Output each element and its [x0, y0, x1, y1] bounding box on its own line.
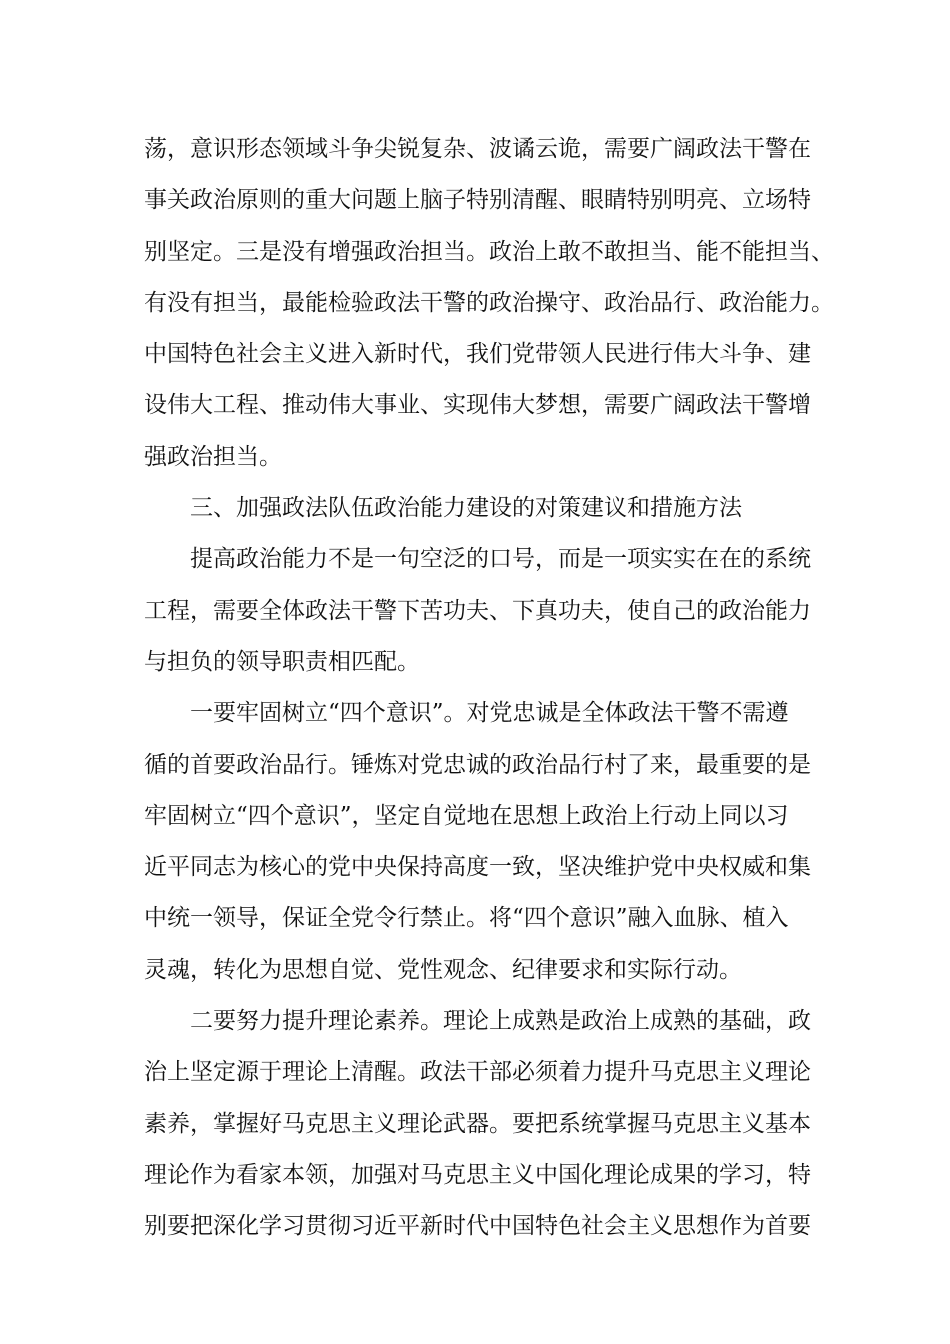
paragraph-continuation	[144, 124, 844, 483]
paragraph	[144, 534, 844, 688]
text-line: 设伟大工程、推动伟大事业、实现伟大梦想，需要广阔政法干警增	[144, 392, 811, 419]
text-line: 与担负的领导职责相匹配。	[144, 648, 420, 675]
text-line: 灵魂，转化为思想自觉、党性观念、纪律要求和实际行动。	[144, 956, 742, 983]
section-heading-text: 三、加强政法队伍政治能力建设的对策建议和措施方法	[190, 495, 742, 522]
text-line: 理论作为看家本领，加强对马克思主义中国化理论成果的学习，特	[144, 1161, 811, 1188]
paragraph	[144, 996, 844, 1252]
text-line: 近平同志为核心的党中央保持高度一致，坚决维护党中央权威和集	[144, 854, 811, 881]
text-line: 荡，意识形态领域斗争尖锐复杂、波谲云诡，需要广阔政法干警在	[144, 136, 811, 162]
text-line: 治上坚定源于理论上清醒。政法干部必须着力提升马克思主义理论	[144, 1059, 811, 1086]
text-line: 工程，需要全体政法干警下苦功夫、下真功夫，使自己的政治能力	[144, 597, 811, 624]
text-line: 中统一领导，保证全党令行禁止。将“四个意识”融入血脉、植入	[144, 905, 789, 932]
text-line: 强政治担当。	[144, 443, 282, 470]
text-line: 有没有担当，最能检验政法干警的政治操守、政治品行、政治能力。	[144, 289, 834, 316]
text-line: 循的首要政治品行。锤炼对党忠诚的政治品行村了来，最重要的是	[144, 751, 811, 778]
text-line: 中国特色社会主义进入新时代，我们党带领人民进行伟大斗争、建	[144, 341, 811, 368]
text-line: 一要牢固树立“四个意识”。对党忠诚是全体政法干警不需遵	[190, 700, 789, 727]
text-line: 别坚定。三是没有增强政治担当。政治上敢不敢担当、能不能担当、	[144, 238, 834, 265]
text-line: 事关政治原则的重大问题上脑子特别清醒、眼睛特别明亮、立场特	[144, 187, 811, 214]
text-line: 素养，掌握好马克思主义理论武器。要把系统掌握马克思主义基本	[144, 1110, 811, 1137]
text-line: 牢固树立“四个意识”，坚定自觉地在思想上政治上行动上同以习	[144, 802, 789, 829]
text-line: 提高政治能力不是一句空泛的口号，而是一项实实在在的系统	[190, 546, 811, 573]
text-line: 二要努力提升理论素养。理论上成熟是政治上成熟的基础，政	[190, 1008, 811, 1035]
paragraph	[144, 688, 844, 996]
document-body	[144, 124, 844, 1253]
section-heading	[144, 483, 844, 534]
text-line: 别要把深化学习贯彻习近平新时代中国特色社会主义思想作为首要	[144, 1213, 811, 1240]
